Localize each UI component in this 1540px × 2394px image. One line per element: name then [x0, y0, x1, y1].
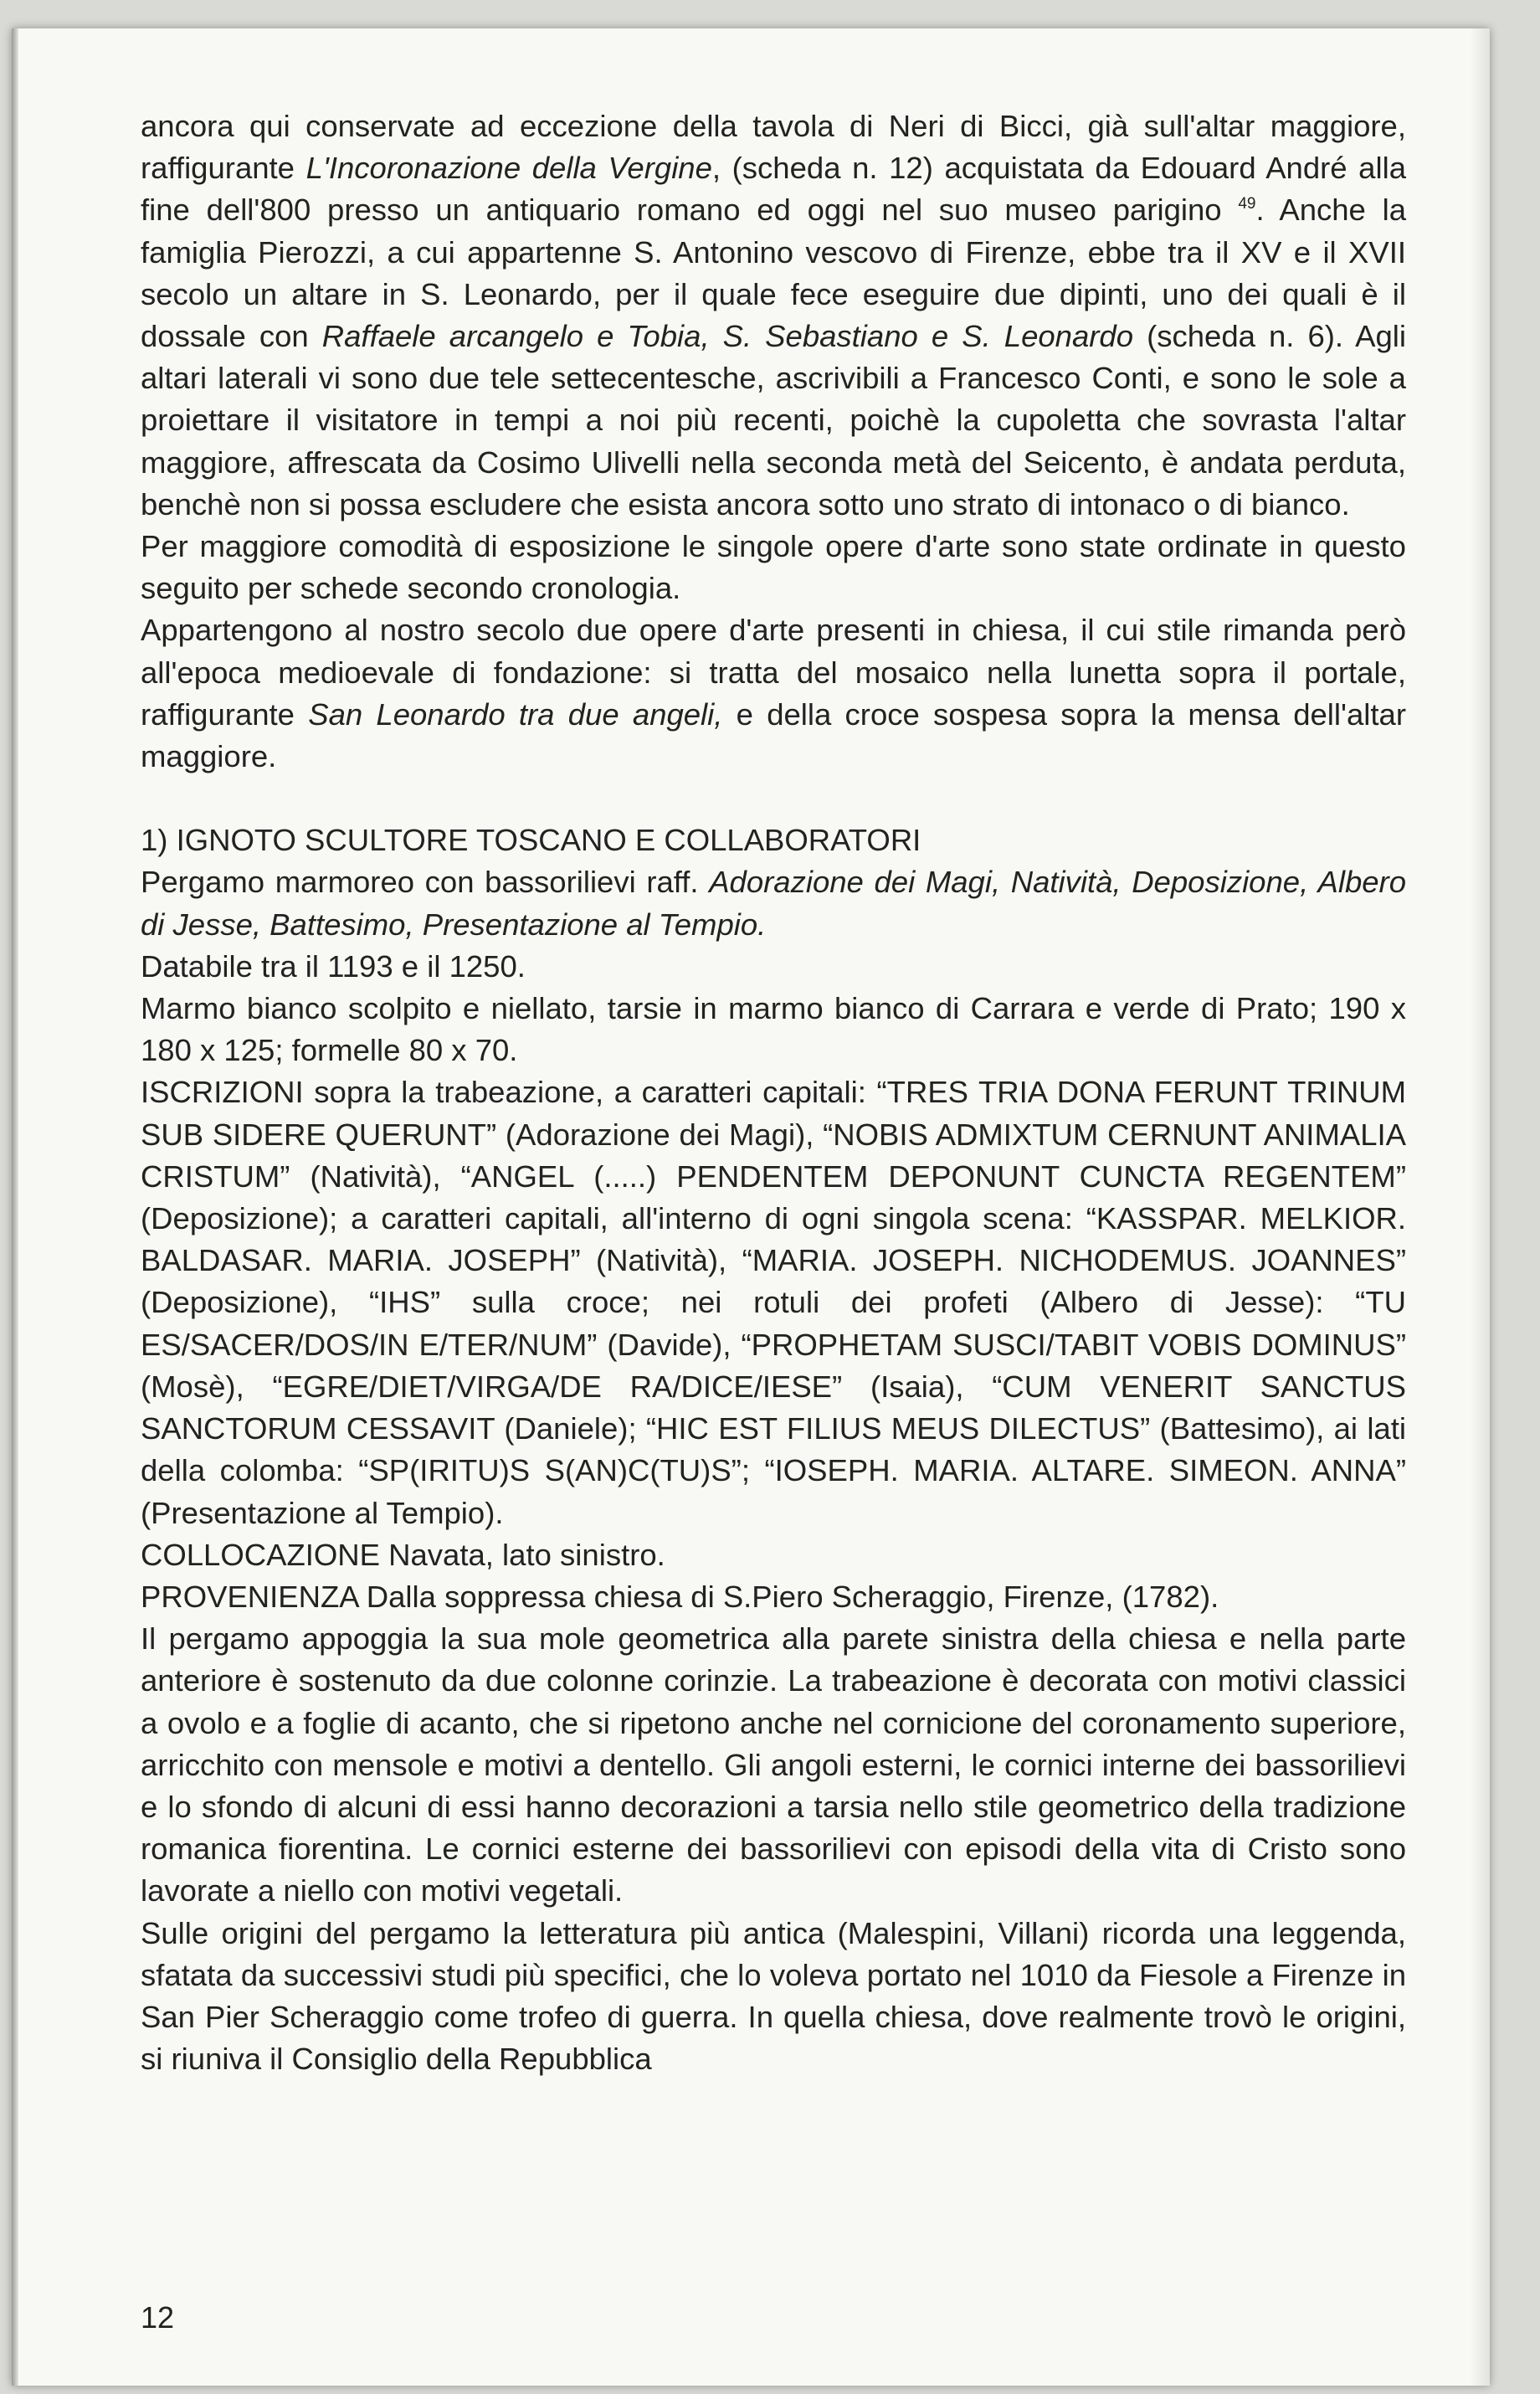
artwork-title: San Leonardo tra due angeli, — [308, 696, 723, 732]
entry-description-1: Il pergamo appoggia la sua mole geometrica alla parete sinistra della chiesa e nella parte anteriore è sostenuto da due colonne corinzie. La trabeazione è decorata con motivi classici a ovolo e a foglie di acanto, che si ripetono anche nel cornicione del coronamento superiore, arricchito con mensole e motivi a dentello. Gli angoli esterni, le cornici interne dei bassorilievi e lo sfondo di alcuni di essi hanno decorazioni a tarsia nello stile geometrico della tradizione romanica fiorentina. Le cornici esterne dei bassorilievi con episodi della vita di Cristo sono lavorate a niello con motivi vegetali. — [141, 1621, 1406, 1909]
entry-material: Marmo bianco scolpito e niellato, tarsie in marmo bianco di Carrara e verde di Prato; 190 x 180 x 125; formelle 80 x 70. — [141, 991, 1406, 1068]
intro-paragraph-1: ancora qui conservate ad eccezione della tavola di Neri di Bicci, già sull'altar maggiore, raffigurante L'Incoronazione della Vergine, (scheda n. 12) acquistata da Edouard André alla fine dell'800 presso un antiquario romano ed oggi nel suo museo parigino $^{49}$. Anche la famiglia Pierozzi, a cui appartenne S. Antonino vescovo di Firenze, ebbe tra il XV e il XVII secolo un altare in S. Leonardo, per il quale fece eseguire due dipinti, uno dei quali è il dossale con Raffaele arcangelo e Tobia, S. Sebastiano e S. Leonardo (scheda n. 6). Agli altari laterali vi sono due tele settecentesche, ascrivibili a Francesco Conti, e sono le sole a proiettare il visitatore in tempi a noi più recenti, poichè la cupoletta che sovrasta l'altar maggiore, affrescata da Cosimo Ulivelli nella seconda metà del Seicento, è andata perduta, benchè non si possa escludere che esista ancora sotto uno strato di intonaco o di bianco. — [141, 109, 1407, 521]
intro-paragraph-2: Per maggiore comodità di esposizione le singole opere d'arte sono state ordinate in questo seguito per schede secondo cronologia. — [141, 529, 1406, 606]
entry-heading: 1) IGNOTO SCULTORE TOSCANO E COLLABORATORI — [141, 823, 921, 858]
footnote-marker: 49 — [1238, 195, 1256, 213]
entry-description-2: Sulle origini del pergamo la letteratura più antica (Malespini, Villani) ricorda una leggenda, sfatata da successivi studi più specifici, che lo voleva portato nel 1010 da Fiesole a Firenze in San Pier Scheraggio come trofeo di guerra. In quella chiesa, dove realmente trovò le origini, si riuniva il Consiglio della Repubblica — [141, 1915, 1406, 2077]
entry-inscriptions: ISCRIZIONI sopra la trabeazione, a caratteri capitali: “TRES TRIA DONA FERUNT TRINUM SUB SIDERE QUERUNT” (Adorazione dei Magi), “NOBIS ADMIXTUM CERNUNT ANIMALIA CRISTUM” (Natività), “ANGEL (.....) PENDENTEM DEPONUNT CUNCTA REGENTEM” (Deposizione); a caratteri capitali, all'interno di ogni singola scena: “KASSPAR. MELKIOR. BALDASAR. MARIA. JOSEPH” (Natività), “MARIA. JOSEPH. NICHODEMUS. JOANNES” (Deposizione), “IHS” sulla croce; nei rotuli dei profeti (Albero di Jesse): “TU ES/SACER/DOS/IN E/TER/NUM” (Davide), “PROPHETAM SUSCI/TABIT VOBIS DOMINUS” (Mosè), “EGRE/DIET/VIRGA/DE RA/DICE/IESE” (Isaia), “CUM VENERIT SANCTUS SANCTORUM CESSAVIT (Daniele); “HIC EST FILIUS MEUS DILECTUS” (Battesimo), ai lati della colomba: “SP(IRITU)S S(AN)C(TU)S”; “IOSEPH. MARIA. ALTARE. SIMEON. ANNA” (Presentazione al Tempio). — [141, 1075, 1406, 1530]
section-spacer — [141, 778, 1406, 819]
entry-provenance: PROVENIENZA Dalla soppressa chiesa di S.Piero Scheraggio, Firenze, (1782). — [141, 1579, 1219, 1614]
location-label: COLLOCAZIONE — [141, 1537, 380, 1572]
intro-paragraph-3: Appartengono al nostro secolo due opere d'arte presenti in chiesa, il cui stile rimanda però all'epoca medioevale di fondazione: si tratta del mosaico nella lunetta sopra il portale, raffigurante San Leonardo tra due angeli, e della croce sospesa sopra la mensa dell'altar maggiore. — [141, 613, 1406, 774]
artwork-title: L'Incoronazione della Vergine — [305, 151, 712, 186]
page-binding-shadow — [12, 28, 18, 2386]
entry-location: COLLOCAZIONE Navata, lato sinistro. — [141, 1537, 665, 1572]
document-page — [12, 28, 1490, 2386]
text-column — [141, 105, 1406, 2080]
entry-subject: Pergamo marmoreo con bassorilievi raff. Adorazione dei Magi, Natività, Deposizione, Albero di Jesse, Battesimo, Presentazione al Tempio. — [141, 865, 1407, 942]
inscriptions-label: ISCRIZIONI — [141, 1075, 304, 1110]
page-number: 12 — [141, 2300, 175, 2335]
provenance-label: PROVENIENZA — [141, 1579, 358, 1614]
page-edge-shadow — [1470, 28, 1490, 2386]
artwork-title: Raffaele arcangelo e Tobia, S. Sebastiano e S. Leonardo — [321, 319, 1134, 354]
entry-date: Databile tra il 1193 e il 1250. — [141, 948, 526, 984]
